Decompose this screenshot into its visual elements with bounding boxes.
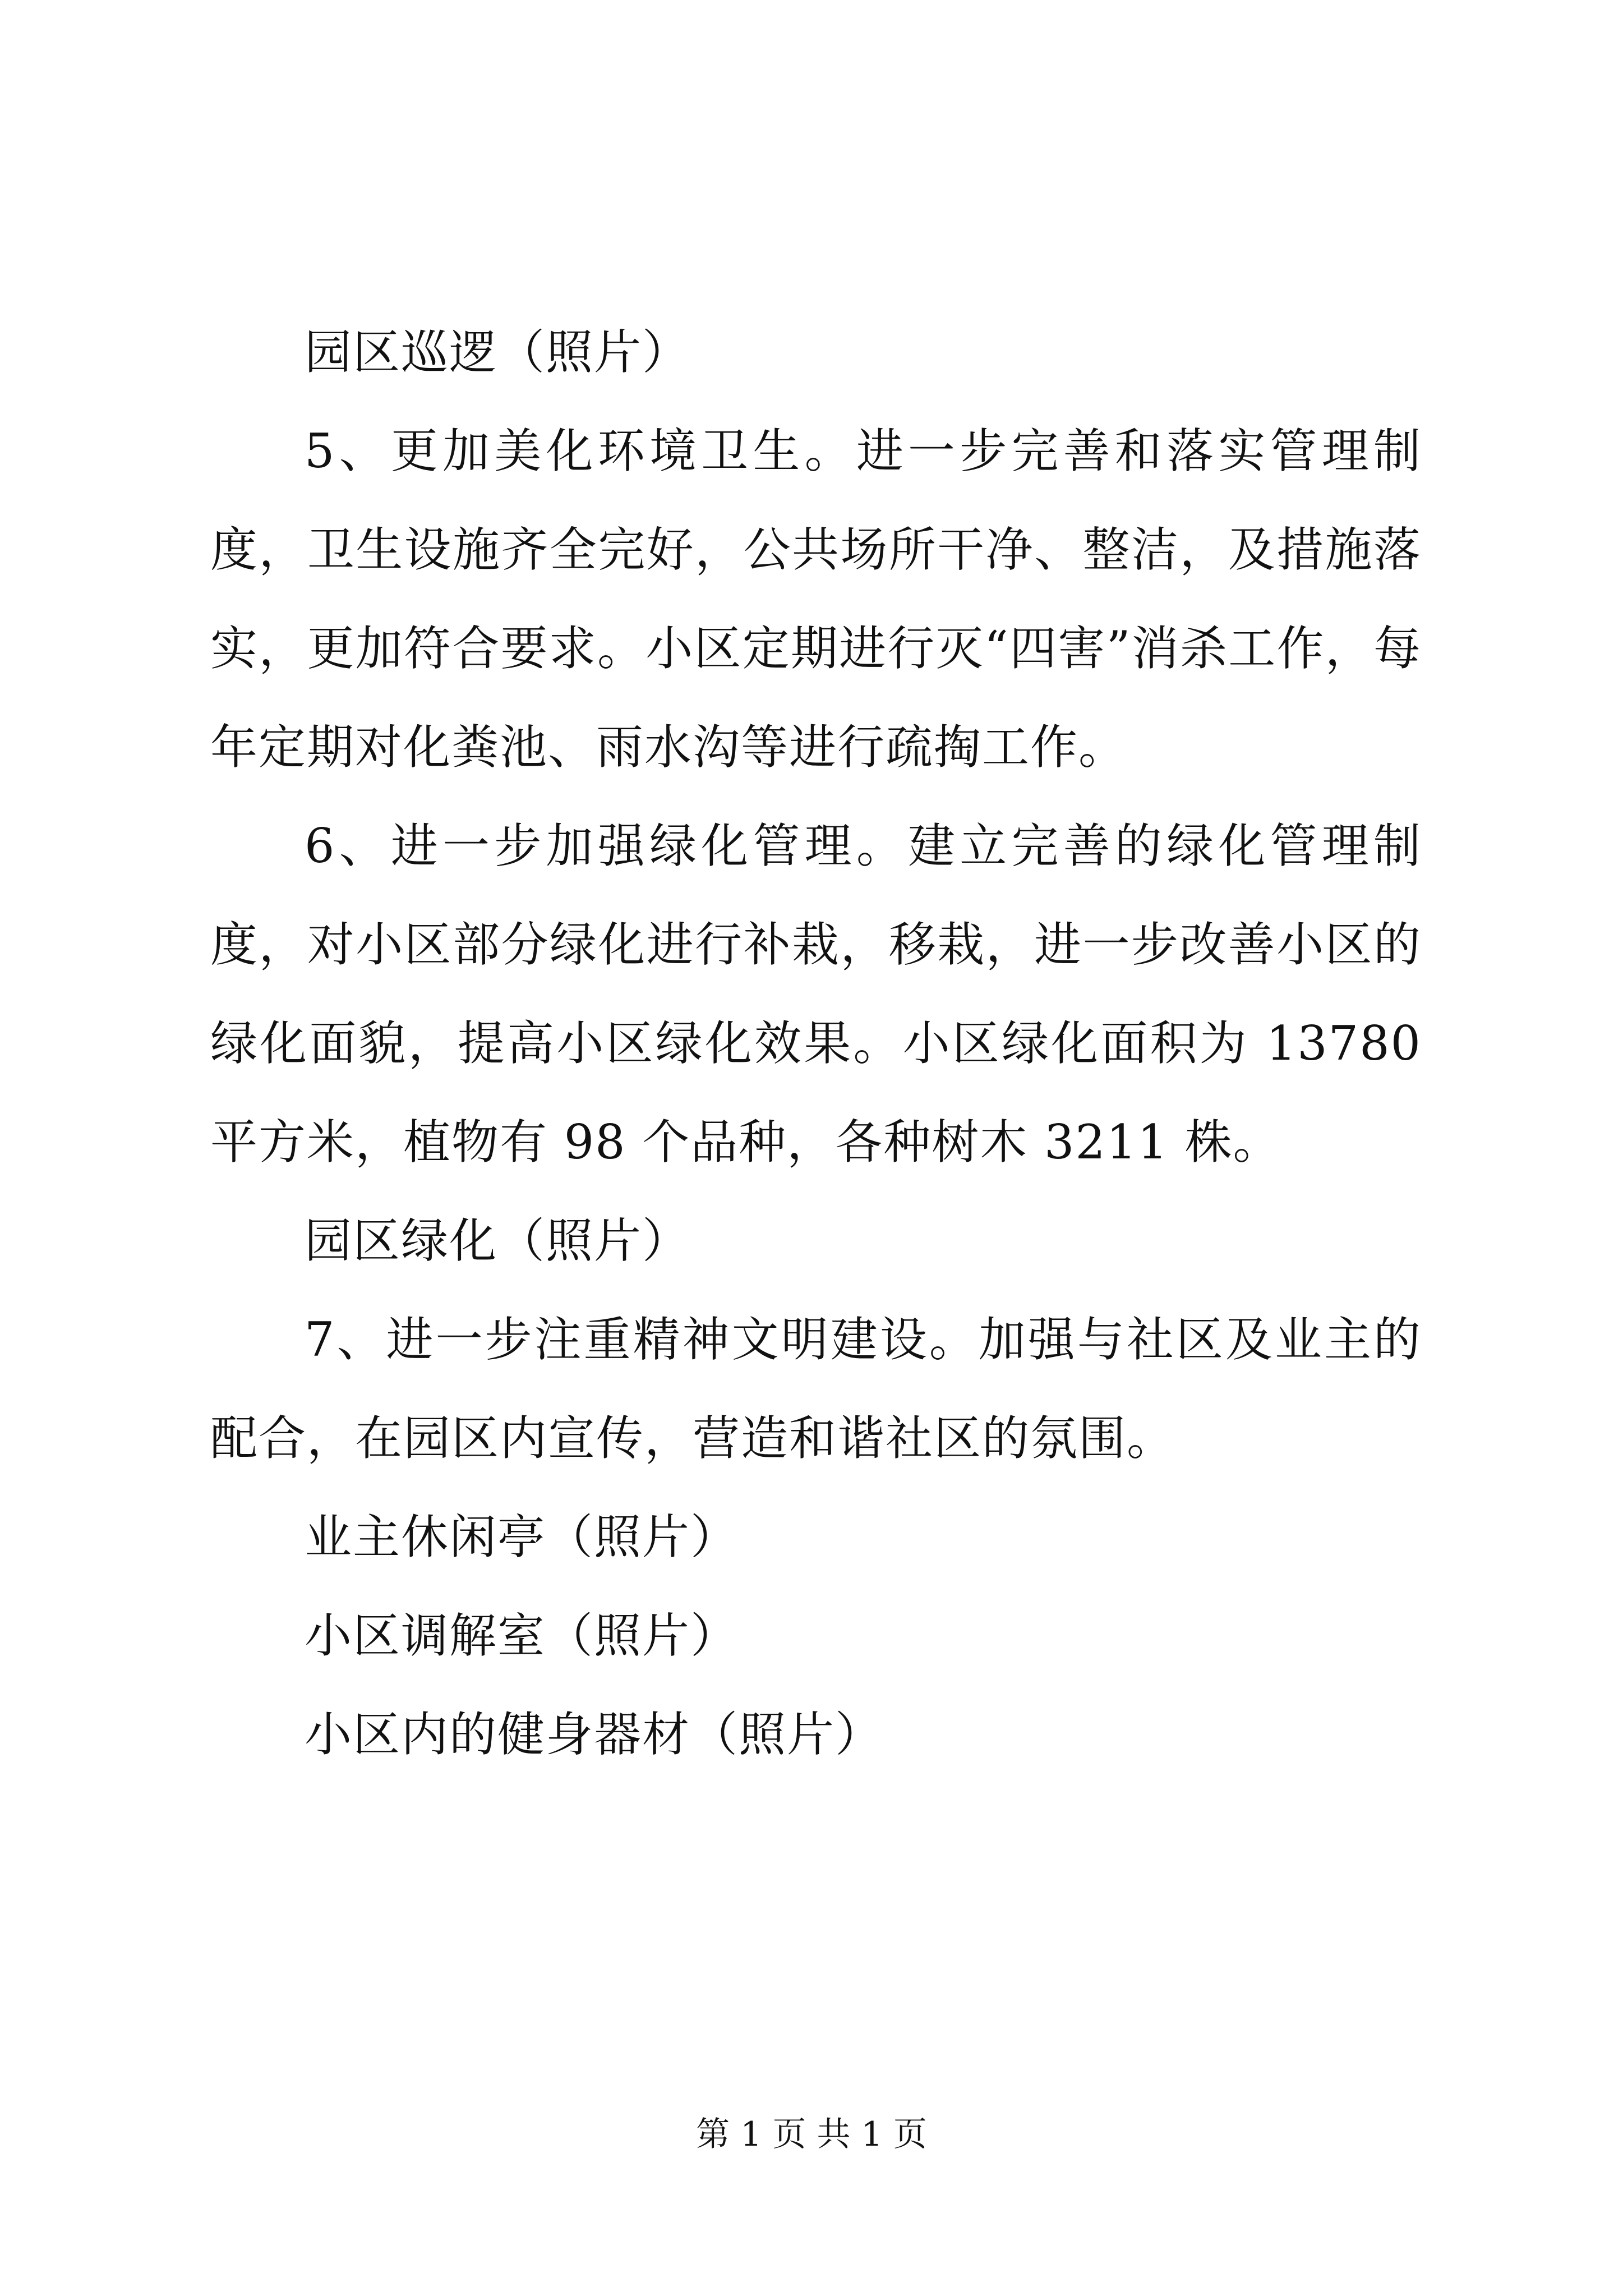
paragraph-civilization: 7、进一步注重精神文明建设。加强与社区及业主的配合，在园区内宣传，营造和谐社区的氛围。 (210, 1312, 1422, 1466)
document-body (210, 303, 1422, 1784)
caption-mediation-room: 小区调解室（照片） (305, 1608, 739, 1663)
page-footer (0, 2112, 1623, 2157)
caption-greening: 园区绿化（照片） (305, 1213, 691, 1268)
page-number: 第 1 页 共 1 页 (696, 2115, 927, 2154)
caption-patrol: 园区巡逻（照片） (305, 325, 691, 380)
paragraph-environment: 5、更加美化环境卫生。进一步完善和落实管理制度，卫生设施齐全完好，公共场所干净、整洁，及措施落实，更加符合要求。小区定期进行灭“四害”消杀工作，每年定期对化粪池、雨水沟等进行疏掏工作。 (210, 424, 1422, 775)
caption-fitness-equipment: 小区内的健身器材（照片） (305, 1707, 884, 1762)
caption-pavilion: 业主休闲亭（照片） (305, 1510, 739, 1565)
paragraph-greening: 6、进一步加强绿化管理。建立完善的绿化管理制度，对小区部分绿化进行补栽，移栽，进一步改善小区的绿化面貌，提高小区绿化效果。小区绿化面积为 13780 平方米，植物有 98 个品种，各种树木 3211 株。 (210, 818, 1422, 1170)
